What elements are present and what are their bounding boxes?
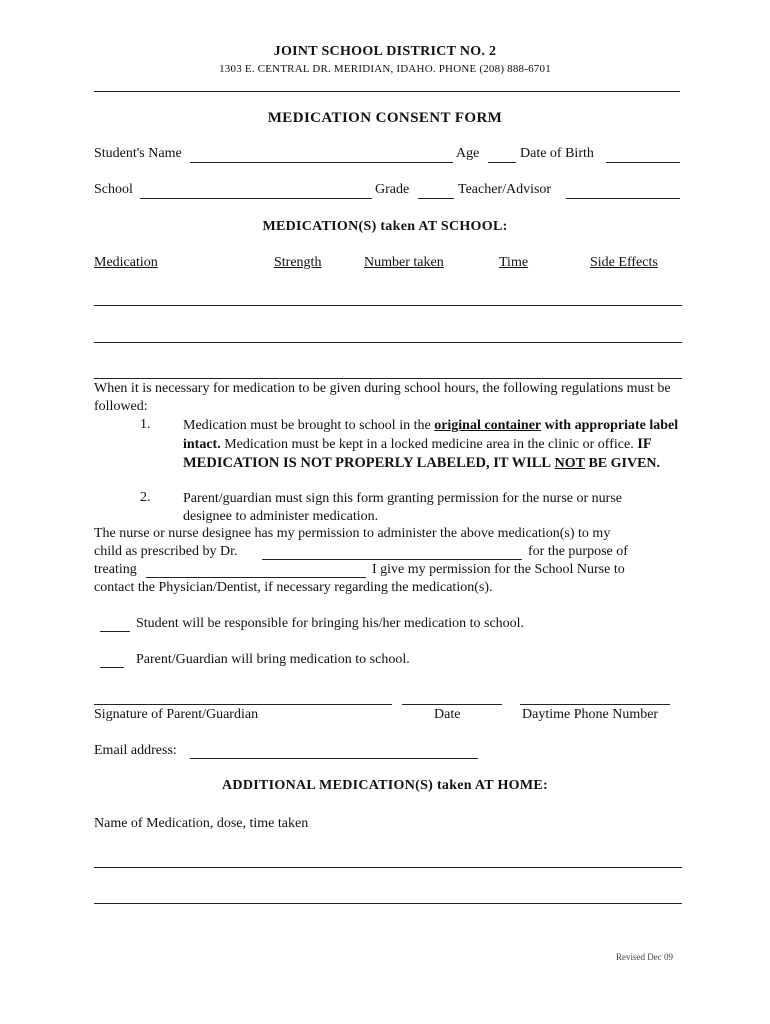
col-time: Time — [499, 255, 529, 270]
signature-field[interactable] — [94, 704, 392, 705]
teacher-label: Teacher/Advisor — [458, 182, 552, 197]
school-label: School — [94, 182, 133, 197]
medication-row-1[interactable] — [94, 305, 682, 306]
revised-note: Revised Dec 09 — [616, 952, 673, 962]
form-title: MEDICATION CONSENT FORM — [267, 110, 503, 126]
grade-label: Grade — [375, 182, 410, 197]
school-field[interactable] — [140, 198, 372, 199]
email-field[interactable] — [190, 758, 478, 759]
medication-row-3[interactable] — [94, 378, 682, 379]
permission-dr-label: child as prescribed by Dr. — [94, 544, 238, 559]
student-responsible-label: Student will be responsible for bringing his/her medication to school. — [136, 616, 525, 631]
permission-purpose-label: for the purpose of — [528, 544, 628, 559]
date-field[interactable] — [402, 704, 502, 705]
signature-label: Signature of Parent/Guardian — [94, 707, 259, 722]
medication-row-2[interactable] — [94, 342, 682, 343]
age-field[interactable] — [488, 162, 516, 163]
district-title: JOINT SCHOOL DISTRICT NO. 2 — [273, 44, 497, 59]
header-divider — [94, 91, 680, 92]
treating-field[interactable] — [146, 577, 366, 578]
school-medication-heading: MEDICATION(S) taken AT SCHOOL: — [262, 219, 508, 234]
permission-treating-label: treating — [94, 562, 137, 577]
home-medication-row-2[interactable] — [94, 903, 682, 904]
age-label: Age — [456, 146, 480, 161]
col-side-effects: Side Effects — [590, 255, 658, 270]
student-name-label: Student's Name — [94, 146, 182, 161]
phone-label: Daytime Phone Number — [522, 707, 659, 722]
permission-line-1: The nurse or nurse designee has my permission to administer the above medication(s) to my — [94, 526, 611, 541]
parent-brings-checkbox[interactable] — [100, 667, 124, 668]
permission-nurse-label: I give my permission for the School Nurse to — [372, 562, 625, 577]
doctor-name-field[interactable] — [262, 559, 522, 560]
teacher-field[interactable] — [566, 198, 680, 199]
phone-field[interactable] — [520, 704, 670, 705]
regulation-1-text: Medication must be brought to school in the original container with appropriate label intact. Medication must be kept in a locked medicine area in the clinic or office. IF MEDICATION IS NOT PROPERLY LABELED, IT WILL NOT BE GIVEN. — [183, 418, 679, 471]
col-strength: Strength — [274, 255, 322, 270]
grade-field[interactable] — [418, 198, 454, 199]
regulation-1-number: 1. — [140, 417, 151, 432]
regulations-intro: When it is necessary for medication to be given during school hours, the following regulations must be followed: — [94, 381, 671, 414]
permission-line-4: contact the Physician/Dentist, if necessary regarding the medication(s). — [94, 580, 493, 595]
home-medication-label: Name of Medication, dose, time taken — [94, 816, 309, 831]
regulation-2-number: 2. — [140, 490, 151, 505]
date-label: Date — [434, 707, 461, 722]
regulation-2-text: Parent/guardian must sign this form granting permission for the nurse or nurse designee to administer medication. — [183, 491, 622, 524]
student-responsible-checkbox[interactable] — [100, 631, 130, 632]
email-label: Email address: — [94, 743, 177, 758]
dob-field[interactable] — [606, 162, 680, 163]
col-medication: Medication — [94, 255, 158, 270]
col-number-taken: Number taken — [364, 255, 444, 270]
district-address: 1303 E. CENTRAL DR. MERIDIAN, IDAHO. PHONE (208) 888-6701 — [219, 63, 551, 75]
home-medication-heading: ADDITIONAL MEDICATION(S) taken AT HOME: — [222, 778, 548, 793]
dob-label: Date of Birth — [520, 146, 594, 161]
student-name-field[interactable] — [190, 162, 453, 163]
home-medication-row-1[interactable] — [94, 867, 682, 868]
parent-brings-label: Parent/Guardian will bring medication to school. — [136, 652, 410, 667]
